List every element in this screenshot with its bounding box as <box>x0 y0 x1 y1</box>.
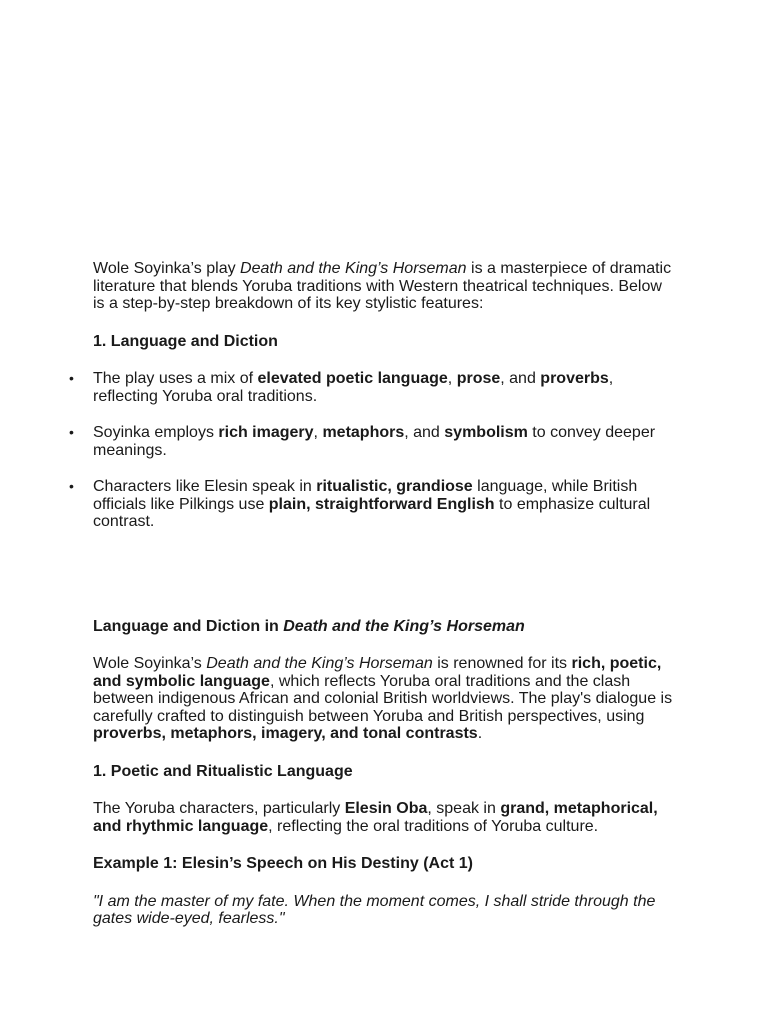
bullet-marker: • <box>69 424 74 440</box>
section2-intro: Wole Soyinka’s Death and the King’s Horseman is renowned for its rich, poetic, and symbolic language, which reflects Yoruba oral traditions and the clash between indigenous African and colonial British worldviews. The play's dialogue is carefully crafted to distinguish between Yoruba and British perspectives, using proverbs, metaphors, imagery, and tonal contrasts. <box>93 655 673 742</box>
text-run: Elesin Oba <box>344 800 428 817</box>
section1-bullet-list <box>69 370 673 531</box>
section2-body: The Yoruba characters, particularly Elesin Oba, speak in grand, metaphorical, and rhythmic language, reflecting the oral traditions of Yoruba culture. <box>93 800 658 835</box>
bullet-marker: • <box>69 478 74 494</box>
section1-intro: Wole Soyinka’s play Death and the King’s Horseman is a masterpiece of dramatic literature that blends Yoruba traditions with Western theatrical techniques. Below is a step-by-step breakdown of its key stylistic features: <box>93 260 672 312</box>
bullet-item-3 <box>69 478 673 531</box>
text-run: Death and the King’s Horseman <box>283 617 525 635</box>
text-run: metaphors <box>322 424 405 441</box>
text-run: ritualistic, grandiose <box>316 478 473 495</box>
example-heading: Example 1: Elesin’s Speech on His Destiny (Act 1) <box>93 855 473 872</box>
text-run: symbolism <box>444 424 528 441</box>
section-spacer <box>93 550 673 618</box>
example-quote: "I am the master of my fate. When the moment comes, I shall stride through the gates wide-eyed, fearless." <box>93 892 656 927</box>
section2-title <box>93 618 673 636</box>
bullet-text: Soyinka employs rich imagery, metaphors, and symbolism to convey deeper meanings. <box>93 424 656 459</box>
bullet-item-1 <box>69 370 673 405</box>
text-run: plain, straightforward English <box>268 495 495 513</box>
bullet-item-2 <box>69 424 673 459</box>
text-run: proverbs <box>540 370 609 387</box>
section2-subheading: 1. Poetic and Ritualistic Language <box>93 762 353 780</box>
section1-heading: 1. Language and Diction <box>93 332 278 350</box>
text-run: proverbs, metaphors, imagery, and tonal contrasts <box>93 725 478 742</box>
document-page <box>69 260 673 948</box>
text-run: rich imagery <box>218 424 314 441</box>
text-run: Death and the King’s Horseman <box>240 260 467 277</box>
bullet-text: The play uses a mix of elevated poetic language, prose, and proverbs, reflecting Yoruba oral traditions. <box>93 370 614 405</box>
bullet-marker: • <box>69 370 74 386</box>
text-run: grand, metaphorical, and rhythmic language <box>93 800 658 835</box>
text-run: prose <box>456 370 501 387</box>
text-run: Death and the King’s Horseman <box>206 655 433 672</box>
text-run: Language and Diction in <box>93 617 284 635</box>
text-run: elevated poetic language <box>257 370 448 387</box>
text-run: rich, poetic, and symbolic language <box>93 655 662 690</box>
bullet-text: Characters like Elesin speak in ritualistic, grandiose language, while British officials like Pilkings use plain, straightforward English to emphasize cultural contrast. <box>93 478 651 530</box>
